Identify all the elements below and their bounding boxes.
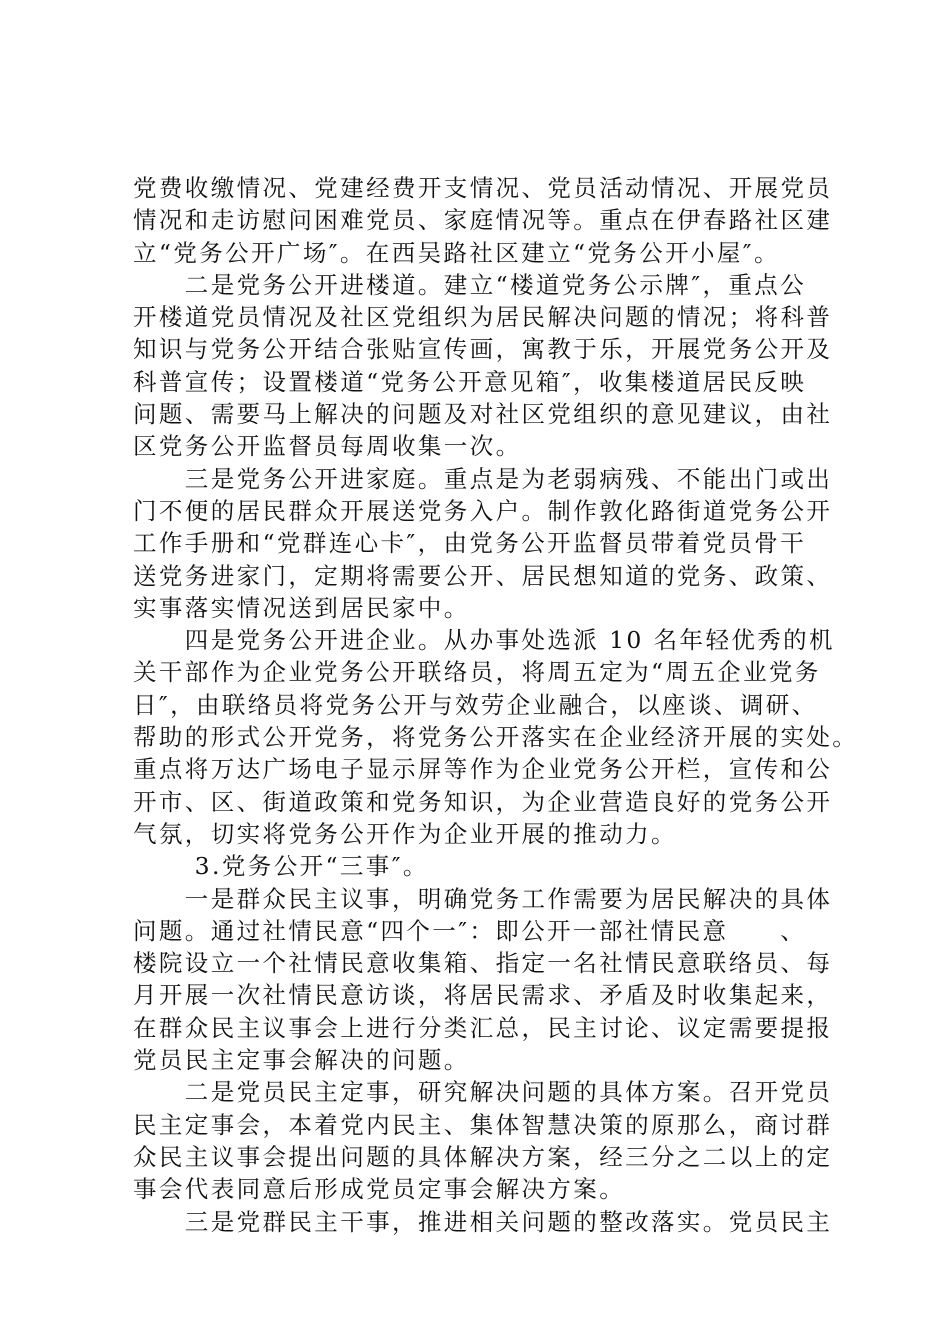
text-line: 立“党务公开广场″。在西吴路社区建立“党务公开小屋″。 bbox=[133, 238, 780, 267]
text-line: 情况和走访慰问困难党员、家庭情况等。重点在伊春路社区建 bbox=[133, 206, 833, 235]
text-line: 楼院设立一个社情民意收集箱、指定一名社情民意联络员、每 bbox=[133, 949, 833, 978]
text-line: 二是党务公开进楼道。建立“楼道党务公示牌″，重点公 bbox=[133, 270, 807, 299]
text-line: 知识与党务公开结合张贴宣传画，寓教于乐，开展党务公开及 bbox=[133, 335, 833, 364]
text-line: 实事落实情况送到居民家中。 bbox=[133, 593, 470, 622]
text-line: 开楼道党员情况及社区党组织为居民解决问题的情况；将科普 bbox=[133, 303, 833, 332]
text-line: 四是党务公开进企业。从办事处选派 10 名年轻优秀的机 bbox=[133, 626, 835, 655]
text-line: 问题。通过社情民意“四个一″：即公开一部社情民意 、 bbox=[133, 916, 807, 945]
text-line: 区党务公开监督员每周收集一次。 bbox=[133, 432, 522, 461]
text-line: 事会代表同意后形成党员定事会解决方案。 bbox=[133, 1175, 626, 1204]
text-line: 帮助的形式公开党务，将党务公开落实在企业经济开展的实处。 bbox=[133, 723, 859, 752]
text-line: 气氛，切实将党务公开作为企业开展的推动力。 bbox=[133, 819, 677, 848]
text-line: 科普宣传；设置楼道“党务公开意见箱″，收集楼道居民反映 bbox=[133, 367, 807, 396]
text-line: 党员民主定事会解决的问题。 bbox=[133, 1046, 470, 1075]
text-line: 送党务进家门，定期将需要公开、居民想知道的党务、政策、 bbox=[133, 561, 833, 590]
text-line: 开市、区、街道政策和党务知识，为企业营造良好的党务公开 bbox=[133, 787, 833, 816]
text-line: 问题、需要马上解决的问题及对社区党组织的意见建议，由社 bbox=[133, 400, 833, 429]
text-line: 重点将万达广场电子显示屏等作为企业党务公开栏，宣传和公 bbox=[133, 755, 833, 784]
document-body bbox=[133, 172, 859, 1238]
text-line: 二是党员民主定事，研究解决问题的具体方案。召开党员 bbox=[133, 1078, 833, 1107]
text-line: 一是群众民主议事，明确党务工作需要为居民解决的具体 bbox=[133, 884, 833, 913]
text-line: 众民主议事会提出问题的具体解决方案，经三分之二以上的定 bbox=[133, 1142, 833, 1171]
text-line: 三是党务公开进家庭。重点是为老弱病残、不能出门或出 bbox=[133, 464, 833, 493]
text-line: 党费收缴情况、党建经费开支情况、党员活动情况、开展党员 bbox=[133, 174, 833, 202]
text-line: 关干部作为企业党务公开联络员，将周五定为“周五企业党务 bbox=[133, 658, 821, 687]
section-heading: 3.党务公开“三事″。 bbox=[133, 852, 429, 881]
text-line: 在群众民主议事会上进行分类汇总，民主讨论、议定需要提报 bbox=[133, 1013, 833, 1042]
text-line: 门不便的居民群众开展送党务入户。制作敦化路街道党务公开 bbox=[133, 496, 833, 525]
text-line: 工作手册和“党群连心卡″，由党务公开监督员带着党员骨干 bbox=[133, 529, 807, 558]
text-line: 月开展一次社情民意访谈，将居民需求、矛盾及时收集起来， bbox=[133, 981, 833, 1010]
text-line: 日″，由联络员将党务公开与效劳企业融合，以座谈、调研、 bbox=[133, 690, 818, 719]
text-line: 三是党群民主干事，推进相关问题的整改落实。党员民主 bbox=[133, 1207, 833, 1236]
text-line: 民主定事会，本着党内民主、集体智慧决策的原那么，商讨群 bbox=[133, 1110, 833, 1139]
